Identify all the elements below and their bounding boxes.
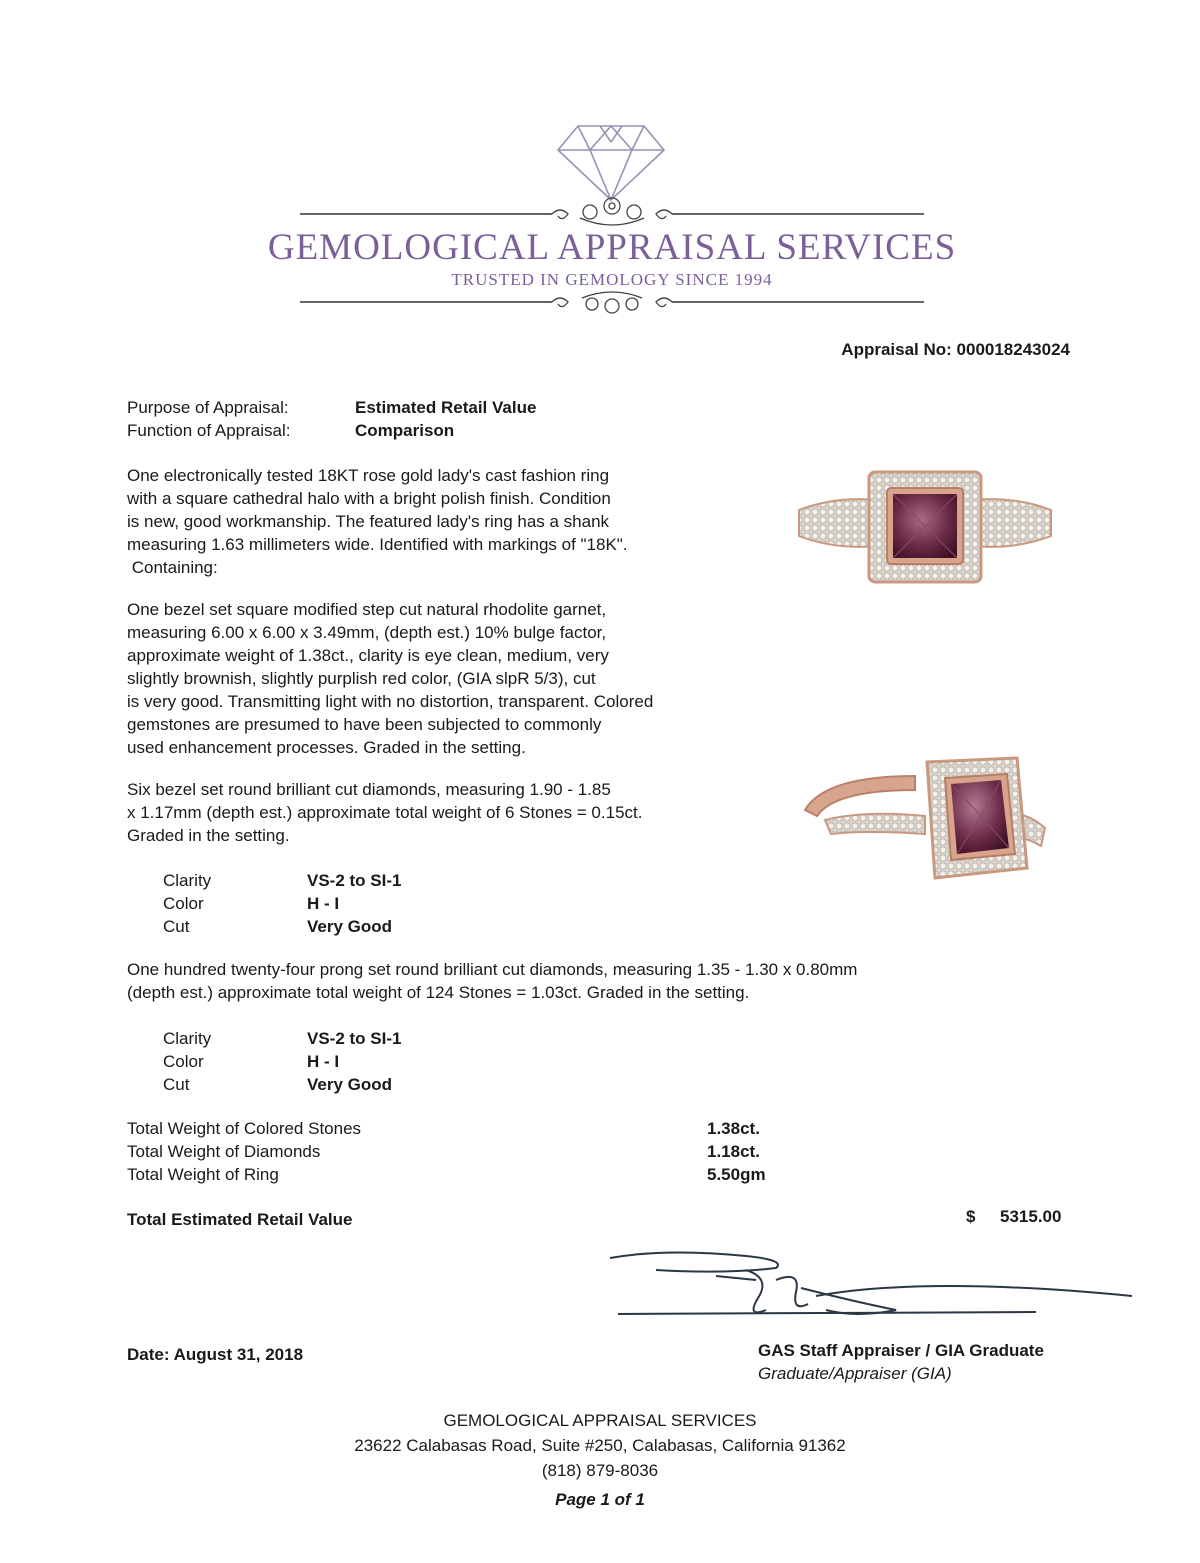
total-value: 1.38ct. — [707, 1119, 760, 1138]
garnet-line: gemstones are presumed to have been subjected to commonly — [127, 715, 602, 734]
grading-label: Color — [163, 894, 204, 913]
total-label: Total Weight of Ring — [127, 1165, 279, 1184]
description-line: is new, good workmanship. The featured lady's ring has a shank — [127, 512, 610, 531]
description-line: One electronically tested 18KT rose gold lady's cast fashion ring — [127, 466, 610, 485]
footer-address: 23622 Calabasas Road, Suite #250, Calabasas, California 91362 — [354, 1436, 846, 1455]
total-value: 1.18ct. — [707, 1142, 760, 1161]
purpose-label: Purpose of Appraisal: — [127, 398, 289, 417]
footer-company: GEMOLOGICAL APPRAISAL SERVICES — [443, 1411, 757, 1430]
garnet-line: One bezel set square modified step cut natural rhodolite garnet, — [127, 600, 607, 619]
company-tagline: TRUSTED IN GEMOLOGY SINCE 1994 — [451, 270, 773, 289]
garnet-line: slightly brownish, slightly purplish red color, (GIA slpR 5/3), cut — [127, 669, 596, 688]
purpose-function-block — [127, 396, 536, 442]
ornament-divider-bottom — [300, 288, 924, 318]
grading-label: Cut — [163, 1075, 190, 1094]
garnet-description — [127, 598, 653, 759]
total-row — [127, 1140, 807, 1163]
appraisal-number: Appraisal No: 000018243024 — [841, 340, 1070, 359]
page-indicator: Page 1 of 1 — [555, 1490, 645, 1509]
garnet-line: is very good. Transmitting light with no distortion, transparent. Colored — [127, 692, 654, 711]
retail-value-amount: 5315.00 — [1000, 1207, 1062, 1226]
footer — [0, 1408, 1200, 1512]
diamonds-124-description — [127, 958, 857, 1004]
grading-value: Very Good — [307, 1075, 393, 1094]
grading-table-1 — [163, 869, 401, 938]
garnet-line: measuring 6.00 x 6.00 x 3.49mm, (depth est.) 10% bulge factor, — [127, 623, 607, 642]
diamond-logo-icon — [550, 122, 672, 204]
retail-value-currency: $ — [966, 1207, 976, 1226]
grading-value: Very Good — [307, 917, 393, 936]
ring-description — [127, 464, 628, 579]
ring-angle-view-image — [795, 750, 1055, 884]
ring-top-view-image — [795, 460, 1055, 586]
diamonds-line: Graded in the setting. — [127, 826, 290, 845]
total-value: 5.50gm — [707, 1165, 766, 1184]
garnet-line: used enhancement processes. Graded in the setting. — [127, 738, 526, 757]
grading-table-2 — [163, 1027, 401, 1096]
purpose-row — [127, 396, 536, 419]
description-line: measuring 1.63 millimeters wide. Identified with markings of "18K". — [127, 535, 628, 554]
total-row — [127, 1117, 807, 1140]
grading-row — [163, 915, 401, 938]
diamonds-line: One hundred twenty-four prong set round brilliant cut diamonds, measuring 1.35 - 1.30 x 0.80mm — [127, 960, 858, 979]
grading-row — [163, 1073, 401, 1096]
grading-label: Clarity — [163, 871, 212, 890]
retail-value-label: Total Estimated Retail Value — [127, 1210, 353, 1229]
diamonds-line: (depth est.) approximate total weight of 124 Stones = 1.03ct. Graded in the setting. — [127, 983, 750, 1002]
appraiser-subtitle: Graduate/Appraiser (GIA) — [758, 1364, 952, 1383]
footer-phone: (818) 879-8036 — [541, 1461, 659, 1480]
grading-value: VS-2 to SI-1 — [307, 1029, 402, 1048]
purpose-value: Estimated Retail Value — [355, 398, 537, 417]
total-label: Total Weight of Colored Stones — [127, 1119, 362, 1138]
diamonds-line: x 1.17mm (depth est.) approximate total weight of 6 Stones = 0.15ct. — [127, 803, 643, 822]
appraiser-title: GAS Staff Appraiser / GIA Graduate — [758, 1341, 1044, 1360]
grading-label: Cut — [163, 917, 190, 936]
ornament-divider-top — [300, 196, 924, 230]
grading-label: Clarity — [163, 1029, 212, 1048]
function-row — [127, 419, 536, 442]
grading-value: VS-2 to SI-1 — [307, 871, 402, 890]
total-row — [127, 1163, 807, 1186]
grading-label: Color — [163, 1052, 204, 1071]
appraisal-date: Date: August 31, 2018 — [127, 1345, 304, 1364]
grading-value: H - I — [307, 894, 340, 913]
company-logo-title: GEMOLOGICAL APPRAISAL SERVICES — [267, 227, 957, 268]
description-line: with a square cathedral halo with a bright polish finish. Condition — [127, 489, 611, 508]
grading-row — [163, 892, 401, 915]
grading-row — [163, 869, 401, 892]
garnet-line: approximate weight of 1.38ct., clarity is eye clean, medium, very — [127, 646, 609, 665]
grading-row — [163, 1027, 401, 1050]
weight-totals — [127, 1117, 807, 1186]
function-value: Comparison — [355, 421, 455, 440]
function-label: Function of Appraisal: — [127, 421, 291, 440]
six-diamonds-description — [127, 778, 642, 847]
grading-value: H - I — [307, 1052, 340, 1071]
description-line: Containing: — [127, 558, 218, 577]
diamonds-line: Six bezel set round brilliant cut diamonds, measuring 1.90 - 1.85 — [127, 780, 611, 799]
appraiser-signature — [596, 1240, 1136, 1330]
total-label: Total Weight of Diamonds — [127, 1142, 321, 1161]
grading-row — [163, 1050, 401, 1073]
